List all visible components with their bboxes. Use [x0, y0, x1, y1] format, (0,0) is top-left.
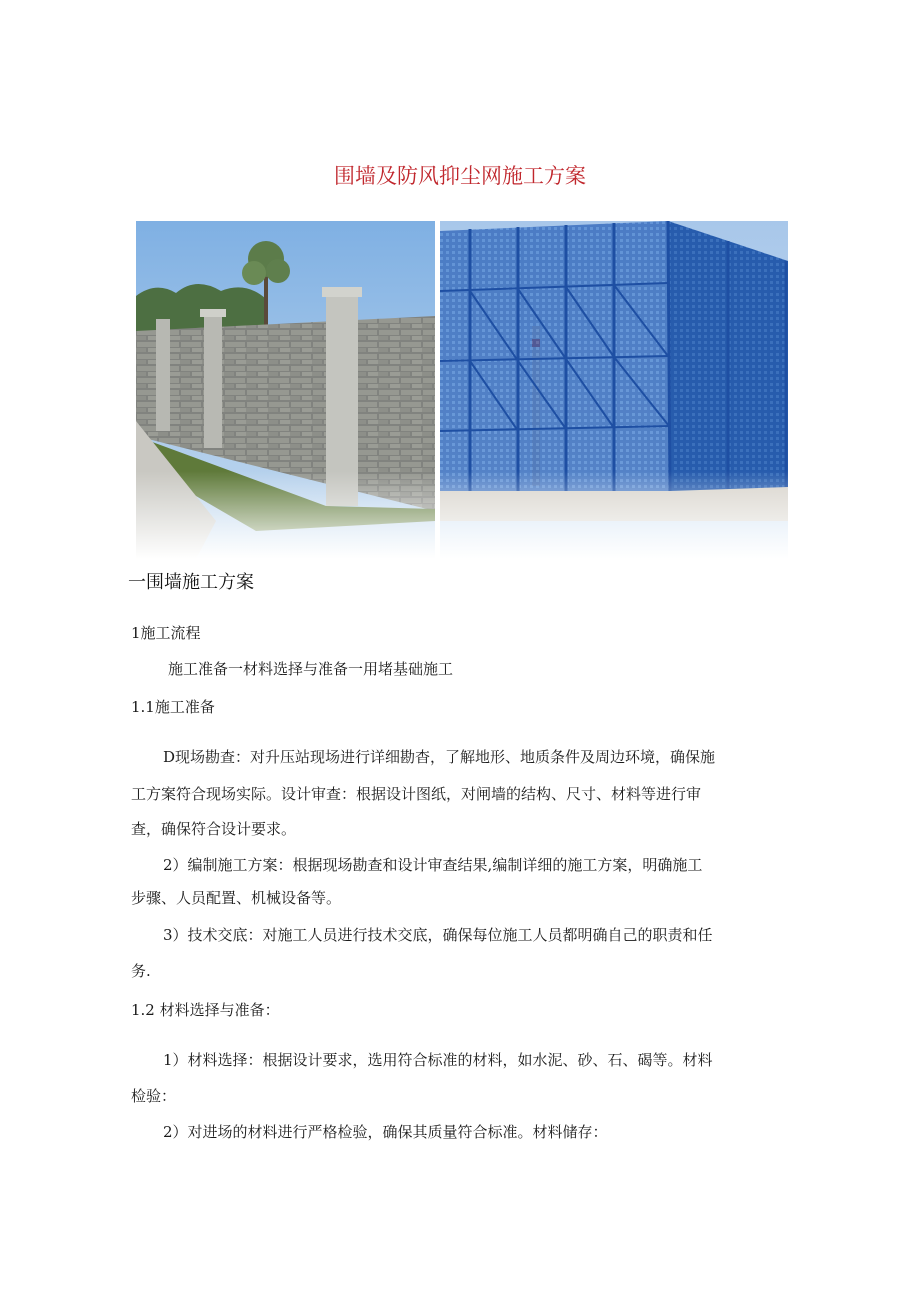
text-line: 施工准备一材料选择与准备一用堵基础施工: [168, 660, 454, 678]
text-line: 2）编制施工方案：根据现场勘查和设计审查结果,编制详细的施工方案，明确施工: [163, 856, 703, 874]
text-line: 1.2 材料选择与准备：: [131, 1001, 280, 1019]
text-line: 务.: [131, 962, 151, 980]
text-line: 1.1施工准备: [131, 698, 215, 716]
text-line: 步骤、人员配置、机械设备等。: [131, 889, 342, 907]
text-line: 检验：: [131, 1087, 177, 1105]
text-line: 3）技术交底：对施工人员进行技术交底，确保每位施工人员都明确自己的职责和任: [163, 926, 713, 944]
brick-wall-photo: [136, 221, 435, 559]
text-line: 1施工流程: [131, 624, 201, 642]
windbreak-net-photo: [440, 221, 788, 559]
text-line: 工方案符合现场实际。设计审查：根据设计图纸，对闸墙的结构、尺寸、材料等进行审: [131, 785, 702, 803]
text-line: 1）材料选择：根据设计要求，选用符合标准的材料，如水泥、砂、石、碣等。材料: [163, 1051, 713, 1069]
text-line: 查，确保符合设计要求。: [131, 820, 297, 838]
photo-strip: [136, 221, 788, 559]
text-line: D现场勘查：对升压站现场进行详细勘杳，了解地形、地质条件及周边环境，确保施: [163, 748, 716, 766]
page-title: 围墙及防风抑尘网施工方案: [334, 164, 586, 188]
text-line: 2）对进场的材料进行严格检验，确保其质量符合标准。材料储存：: [163, 1123, 608, 1141]
section-heading: 一围墙施工方案: [128, 572, 254, 593]
